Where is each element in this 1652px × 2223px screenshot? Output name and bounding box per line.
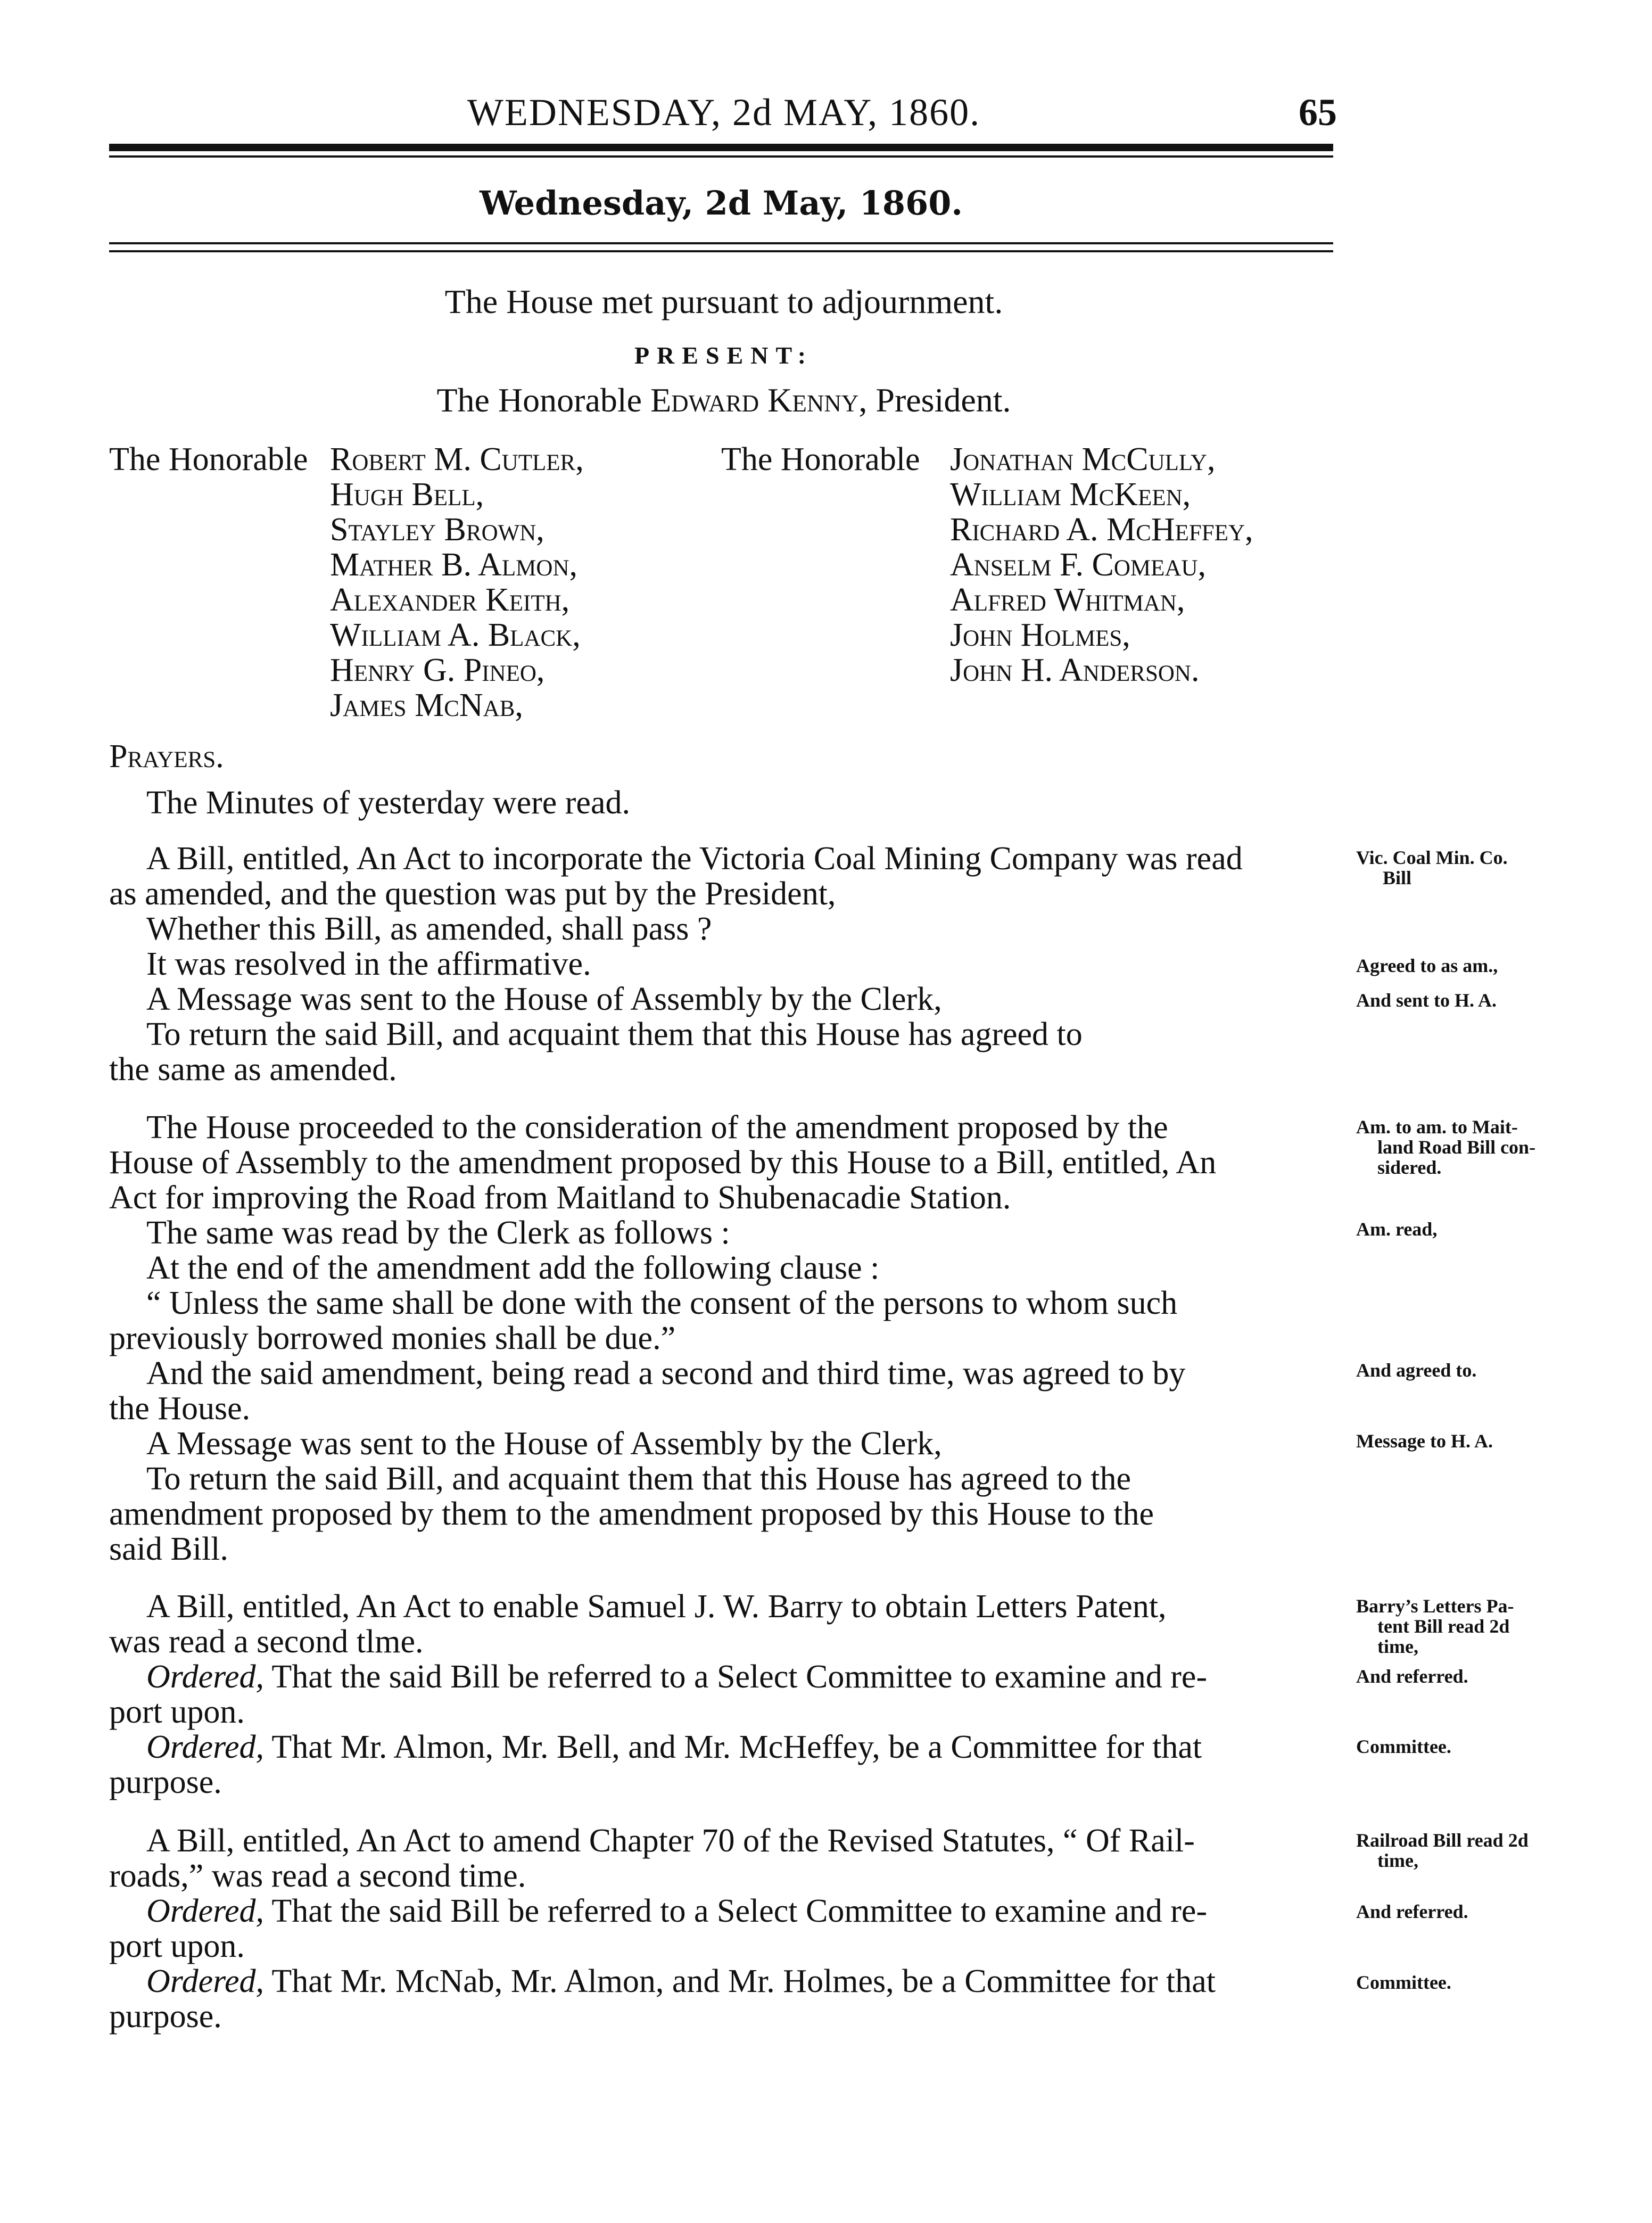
honorable-label-left: The Honorable (109, 441, 308, 477)
member-name: William McKeen, (950, 476, 1191, 513)
member-name: Hugh Bell, (330, 476, 484, 513)
page-number: 65 (1299, 91, 1337, 134)
member-name: Alexander Keith, (330, 582, 570, 618)
maitland-road-paragraph: The House proceeded to the consideration of the amendment proposed by the House of Assembly to the amendment proposed by this House to a Bill, entitled, An Act for improving the Road from Maitland to Shubenacadie Station. The same was read by the Clerk as follows : At the end of the amendment add the following clause : “ Unless the same shall be done with the consent of the persons to whom such previously borrowed monies shall be due.” And the said amendment, being read a second and third time, was agreed to by the House. A Message was sent to the House of Assembly by the Clerk, To return the said Bill, and acquaint them that this House has agreed to the amendment proposed by them to the amendment proposed by this House to the said Bill. (109, 1109, 1217, 1567)
members-right-list (950, 442, 1253, 688)
minutes-line: The Minutes of yesterday were read. (146, 785, 630, 821)
member-name: Henry G. Pineo, (330, 652, 545, 688)
margin-note-and-referred-1: And referred. (1356, 1666, 1468, 1687)
present-label-line (0, 333, 1448, 372)
president-prefix: The Honorable (436, 381, 642, 419)
barry-letters-patent-paragraph: A Bill, entitled, An Act to enable Samuel J. W. Barry to obtain Letters Patent, was read a second tlme. Ordered, That the said Bill be referred to a Select Committee to examine and re- port upon. Ordered, That Mr. Almon, Mr. Bell, and Mr. McHeffey, be a Committee for that purpose. (109, 1588, 1208, 1800)
header-rule-thick (109, 144, 1333, 151)
margin-note-am-read: Am. read, (1356, 1218, 1438, 1240)
margin-note-committee-2: Committee. (1356, 1972, 1451, 1993)
honorable-label-right: The Honorable (721, 441, 920, 477)
margin-note-vic-coal: Vic. Coal Min. Co. Bill (1356, 847, 1508, 888)
member-name: James McNab, (330, 687, 523, 723)
running-title: WEDNESDAY, 2d MAY, 1860. (467, 91, 981, 134)
margin-note-committee-1: Committee. (1356, 1736, 1451, 1757)
member-name: Richard A. McHeffey, (950, 512, 1253, 548)
member-name: John H. Anderson. (950, 652, 1200, 688)
president-suffix: , President. (858, 381, 1011, 419)
house-met-line: The House met pursuant to adjournment. (444, 283, 1003, 320)
margin-note-agreed: Agreed to as am., (1356, 955, 1498, 976)
present-label: PRESENT: (634, 342, 814, 369)
member-name: Stayley Brown, (330, 512, 544, 548)
member-name: John Holmes, (950, 617, 1130, 653)
date-rule-top (109, 242, 1333, 244)
members-left-list (330, 442, 584, 723)
member-name: Robert M. Cutler, (330, 441, 584, 477)
margin-note-and-referred-2: And referred. (1356, 1901, 1468, 1922)
president-line (0, 381, 1448, 420)
margin-note-barry: Barry’s Letters Pa- tent Bill read 2d time, (1356, 1595, 1514, 1657)
margin-note-sent: And sent to H. A. (1356, 990, 1497, 1011)
header-rule-thin (109, 155, 1333, 158)
margin-note-railroad: Railroad Bill read 2d time, (1356, 1830, 1529, 1871)
president-name: Edward Kenny (650, 381, 859, 419)
margin-note-message: Message to H. A. (1356, 1430, 1493, 1452)
member-name: Jonathan McCully, (950, 441, 1216, 477)
prayers: Prayers. (109, 738, 224, 775)
date-heading: Wednesday, 2d May, 1860. (480, 184, 963, 223)
margin-note-am-to-am: Am. to am. to Mait- land Road Bill con- sidered. (1356, 1116, 1536, 1178)
railroads-bill-paragraph: A Bill, entitled, An Act to amend Chapter 70 of the Revised Statutes, “ Of Rail- roads,” was read a second time. Ordered, That the said Bill be referred to a Select Committee to examine and re- port upon. Ordered, That Mr. McNab, Mr. Almon, and Mr. Holmes, be a Committee for that purpose. (109, 1823, 1216, 2035)
victoria-coal-bill-paragraph: A Bill, entitled, An Act to incorporate the Victoria Coal Mining Company was read as amended, and the question was put by the President, Whether this Bill, as amended, shall pass ? It was resolved in the affirmative. A Message was sent to the House of Assembly by the Clerk, To return the said Bill, and acquaint them that this House has agreed to the same as amended. (109, 841, 1243, 1088)
member-name: William A. Black, (330, 617, 581, 653)
member-name: Anselm F. Comeau, (950, 547, 1207, 583)
date-rule-bottom (109, 250, 1333, 252)
member-name: Mather B. Almon, (330, 547, 577, 583)
margin-note-and-agreed: And agreed to. (1356, 1360, 1477, 1381)
member-name: Alfred Whitman, (950, 582, 1185, 618)
